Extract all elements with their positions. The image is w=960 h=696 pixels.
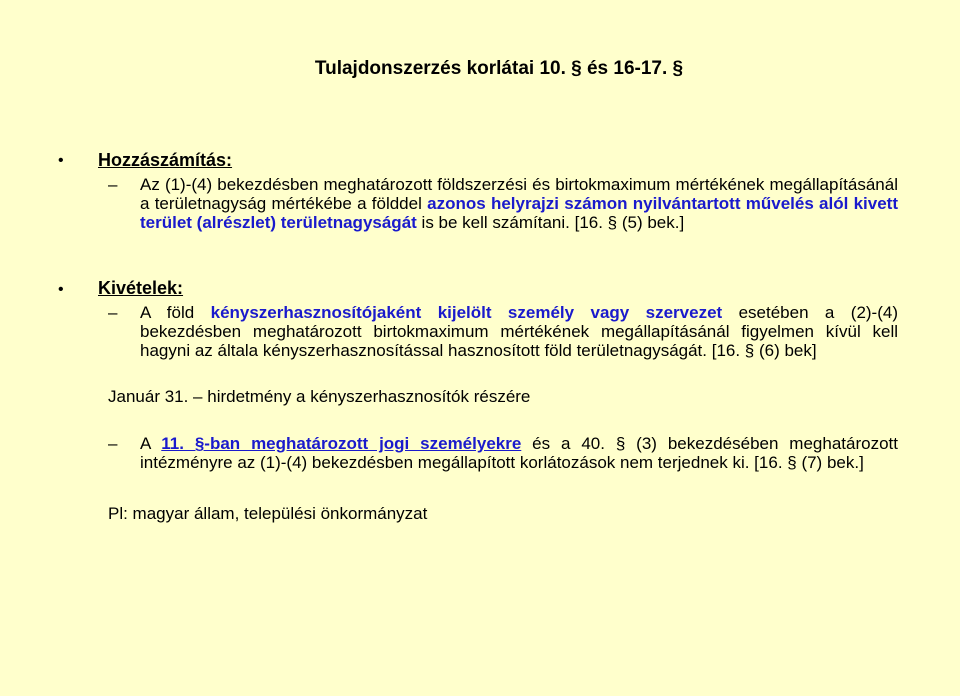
paragraph-kenyszerhasznosito: [140, 303, 898, 360]
dash-icon: –: [108, 175, 118, 194]
text-plain: Az (1)-(4) bekezdésben meghatározott földszerzési és birtokmaximum mértékének megállapításánál a területnagyság mértékébe a földdel: [140, 175, 898, 213]
text-emphasis-underlined: 11. §-ban meghatározott jogi személyekre: [161, 434, 522, 453]
paragraph-jogi-szemelyek: [140, 434, 898, 472]
bullet-icon: •: [58, 281, 64, 298]
text-emphasis: kényszerhasznosítójaként kijelölt személy vagy szervezet: [210, 303, 723, 322]
text-emphasis: azonos helyrajzi számon nyilvántartott művelés alól kivett terület (alrészlet) területnagyságát: [140, 194, 898, 232]
slide-title: Tulajdonszerzés korlátai 10. § és 16-17. §: [314, 58, 684, 79]
dash-icon: –: [108, 303, 118, 322]
section-heading-hozzaszamitas: Hozzászámítás:: [98, 150, 233, 170]
text-plain: A: [140, 434, 162, 453]
text-plain: is be kell számítani. [16. § (5) bek.]: [416, 213, 685, 232]
text-plain: esetében a (2)-(4) bekezdésben meghatározott birtokmaximum mértékének megállapításánál figyelmen kívül kell hagyni az általa kényszerhasznosítással hasznosított föld területnagyságát. [16. § (6) bek]: [140, 303, 898, 360]
text-plain: A föld: [140, 303, 211, 322]
bullet-icon: •: [58, 152, 64, 169]
section-heading-kivetelek: Kivételek:: [98, 278, 184, 298]
paragraph-hozzaszamitas: [140, 175, 898, 232]
text-plain: és a 40. § (3) bekezdésében meghatározott intézményre az (1)-(4) bekezdésben megállapított korlátozások nem terjednek ki. [16. § (7) bek.]: [140, 434, 898, 472]
dash-icon: –: [108, 434, 118, 453]
example-line: Pl: magyar állam, települési önkormányzat: [108, 504, 428, 523]
date-line: Január 31. – hirdetmény a kényszerhasznosítók részére: [108, 387, 531, 406]
